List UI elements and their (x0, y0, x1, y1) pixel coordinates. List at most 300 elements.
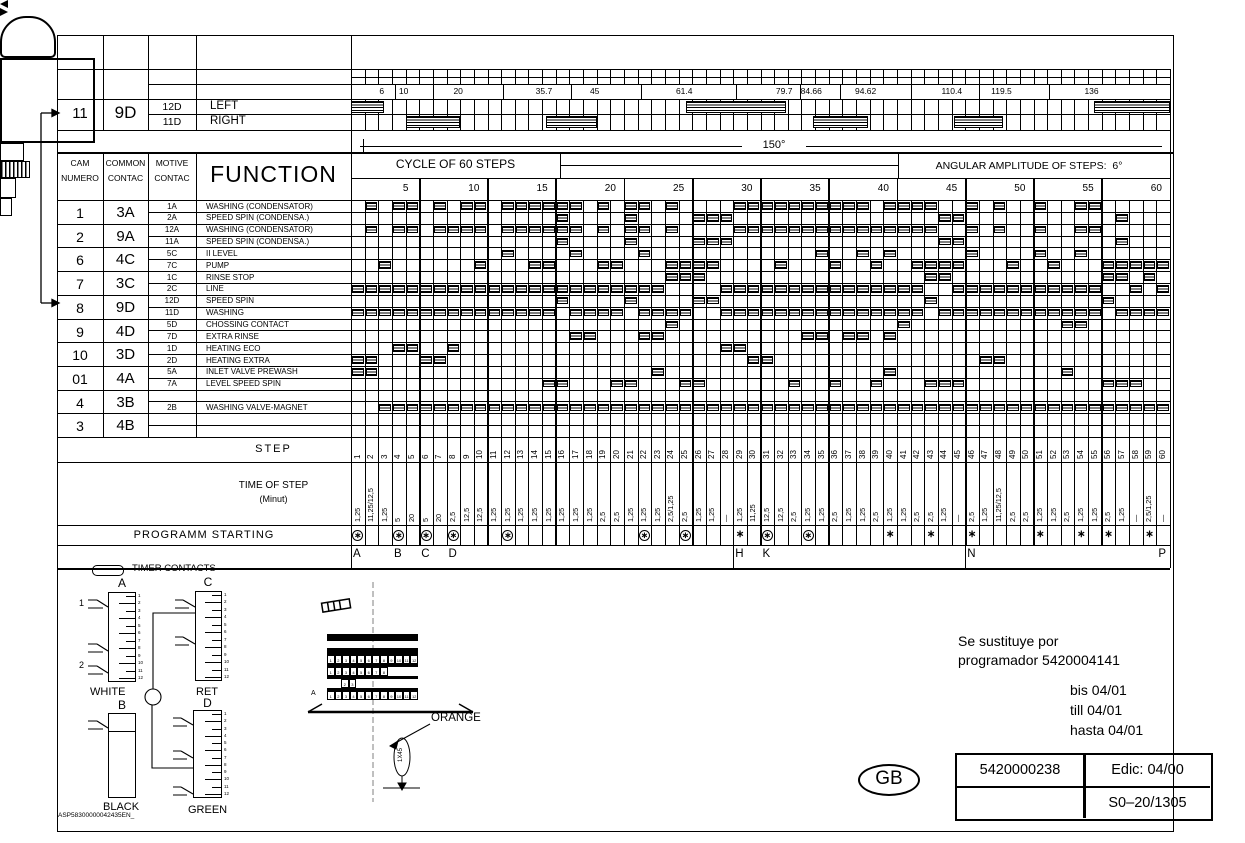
timing-bar (1035, 404, 1047, 412)
ruler-grid (911, 99, 912, 130)
ruler-grid (883, 99, 884, 130)
pin-number: 6 (224, 747, 227, 753)
topleft-motive-left: 12D (162, 101, 182, 113)
ruler-grid (1074, 99, 1075, 130)
timing-bar (639, 285, 651, 293)
ruler-tick (365, 69, 366, 84)
time-of-step: 2,5 (1007, 511, 1017, 522)
timing-bar (898, 309, 910, 317)
timing-bar (639, 332, 651, 340)
timing-bar (925, 261, 937, 269)
function-label: SPEED SPIN (206, 296, 255, 306)
step-number: 55 (1089, 449, 1099, 459)
ruler-tick (1034, 69, 1035, 84)
header-cam-line1: CAM (70, 158, 90, 168)
topleft-common: 9D (114, 103, 137, 122)
timing-bar (1157, 285, 1169, 293)
timing-bar (843, 309, 855, 317)
step-number: 21 (625, 449, 635, 459)
timing-bar (871, 261, 883, 269)
time-of-step: 11,25/12,5 (366, 487, 376, 522)
timing-bar (434, 226, 446, 234)
program-letter: B (393, 548, 402, 560)
time-of-step: 1,25 (639, 507, 649, 522)
timing-bar (912, 226, 924, 234)
step-number: 12 (502, 449, 512, 459)
step-number: 17 (570, 449, 580, 459)
timing-bar (1048, 404, 1060, 412)
timing-bar (448, 344, 460, 352)
ruler-tick (1047, 69, 1048, 84)
common-contact: 3A (116, 204, 135, 221)
timing-bar (857, 250, 869, 258)
header-common-line1: COMMON (105, 158, 146, 168)
pin-number: 12 (224, 674, 230, 679)
device-pin-cell: 11 (403, 655, 411, 664)
ruler-tick (774, 69, 775, 84)
timing-bar (1035, 226, 1047, 234)
step-number: 22 (639, 449, 649, 459)
timing-bar (802, 202, 814, 210)
cam-number: 3 (76, 418, 84, 435)
step-number: 49 (1007, 449, 1017, 459)
timing-bar (1007, 285, 1019, 293)
pin-number: 10 (224, 776, 230, 782)
step-number: 43 (925, 449, 935, 459)
timing-bar (898, 321, 910, 329)
time-of-step: 2,5/1,25 (666, 495, 676, 522)
step-number: 42 (912, 449, 922, 459)
timing-bar (1075, 202, 1087, 210)
pair-divider (57, 390, 1170, 391)
grid-line (57, 99, 1170, 100)
timing-bar (666, 261, 678, 269)
timing-bar (611, 261, 623, 269)
timing-bar (966, 404, 978, 412)
timing-bar (352, 368, 364, 376)
timing-bar (871, 309, 883, 317)
pin-number: 2 (138, 600, 141, 606)
program-start-mark: ∗ (926, 528, 936, 540)
pin-number: 8 (138, 645, 141, 651)
pin-number: 8 (224, 761, 227, 767)
timing-bar (939, 273, 951, 281)
ruler-tick (651, 69, 652, 84)
timing-bar (707, 238, 719, 246)
timing-bar (898, 404, 910, 412)
device-pin-cell: 8 (380, 667, 388, 676)
timing-bar (639, 250, 651, 258)
program-letter: D (448, 548, 457, 560)
amplitude-value: 6° (1112, 160, 1123, 172)
timing-bar (1157, 404, 1169, 412)
timing-bar (1007, 309, 1019, 317)
pin-stub (205, 617, 221, 618)
pin-number: 9 (138, 652, 141, 658)
device-pin-cell: 3 (342, 667, 350, 676)
timing-bar (925, 297, 937, 305)
timing-bar (680, 261, 692, 269)
pin-stub (212, 714, 221, 715)
timing-bar (966, 250, 978, 258)
timing-bar (1116, 309, 1128, 317)
pin-number: 10 (224, 659, 230, 665)
ruler-tick (870, 69, 871, 84)
timing-bar (489, 404, 501, 412)
timing-bar (1116, 261, 1128, 269)
timing-bar (816, 404, 828, 412)
ruler-tick (965, 69, 966, 84)
device-pin-cell: 3 (342, 655, 350, 664)
timing-bar (652, 285, 664, 293)
dim-arrow-right (0, 8, 8, 16)
timing-bar (734, 309, 746, 317)
ruler-tick (610, 69, 611, 84)
ruler-grid (1088, 99, 1089, 130)
timing-bar (980, 309, 992, 317)
timing-bar (1075, 321, 1087, 329)
function-label: WASHING VALVE-MAGNET (206, 402, 308, 412)
timing-bar (1062, 321, 1074, 329)
step-number: 46 (966, 449, 976, 459)
time-of-step: 12,5 (475, 507, 485, 522)
motive-contact: 7D (166, 331, 178, 341)
program-start-mark: ∗ (1145, 528, 1154, 540)
cam-number: 1 (76, 205, 84, 221)
dim-tick (363, 139, 364, 153)
timing-bar (884, 250, 896, 258)
timing-bar (529, 309, 541, 317)
timing-bar (420, 356, 432, 364)
terminal-2-label: 2 (79, 660, 85, 670)
pin-number: 11 (138, 667, 143, 673)
timing-bar (857, 202, 869, 210)
motive-contact: 2A (167, 213, 177, 223)
ruler-tick (501, 69, 502, 84)
time-of-step: 11,25 (748, 503, 758, 522)
step-number: 38 (857, 449, 867, 459)
connector-b (108, 713, 136, 798)
ruler-degree-label: 110.4 (941, 86, 963, 96)
topleft-dir-right: RIGHT (210, 115, 246, 127)
time-of-step: 20 (434, 513, 444, 522)
function-label: CHOSSING CONTACT (206, 320, 289, 329)
ruler-tick (1115, 69, 1116, 84)
timing-bar (1075, 309, 1087, 317)
ruler-tick (1102, 69, 1103, 84)
device-pin-cell: 8 (380, 691, 388, 700)
timing-bar (1103, 380, 1115, 388)
title-code: S0–20/1305 (1108, 795, 1187, 811)
connector-a-color: WHITE (90, 686, 126, 698)
timing-bar (802, 332, 814, 340)
ruler-tick (788, 69, 789, 84)
timing-bar (884, 368, 896, 376)
ruler-degree-label: 61.4 (675, 86, 693, 96)
device-pin-cell: 3 (349, 679, 357, 688)
time-of-step: 1,25 (652, 507, 662, 522)
pin-stub (212, 743, 221, 744)
time-of-step: 1,25 (1116, 507, 1126, 522)
timing-bar (557, 380, 569, 388)
timing-bar (1116, 404, 1128, 412)
timing-bar (775, 261, 787, 269)
timing-bar (379, 285, 391, 293)
common-contact: 3C (115, 275, 136, 293)
timing-bar (925, 404, 937, 412)
step-number: 30 (748, 449, 758, 459)
timing-bar (352, 285, 364, 293)
timing-bar (461, 285, 473, 293)
timing-bar (994, 404, 1006, 412)
timing-bar (557, 297, 569, 305)
pin-number: 1 (138, 593, 141, 598)
timing-bar (611, 404, 623, 412)
timing-bar (912, 285, 924, 293)
time-of-step: 2,5 (912, 511, 922, 522)
timing-bar (762, 226, 774, 234)
scale-number: 30 (741, 183, 753, 194)
timing-bar (898, 226, 910, 234)
time-of-step: 1,25 (557, 507, 567, 522)
timing-bar (420, 404, 432, 412)
timing-bar (775, 404, 787, 412)
time-of-step: 2,5 (1062, 511, 1072, 522)
step-number: 27 (707, 449, 717, 459)
timing-bar (721, 238, 733, 246)
pin-number: 6 (224, 629, 227, 635)
timing-bar (871, 404, 883, 412)
function-label: PUMP (206, 260, 230, 270)
time-of-step: 1,25 (352, 507, 362, 522)
ruler-grid (392, 99, 393, 130)
step-number: 47 (980, 449, 990, 459)
time-of-step: 2,5/1,25 (1144, 495, 1154, 522)
step-number: 9 (461, 454, 471, 459)
ruler-tick (815, 69, 816, 84)
pin-stub (212, 655, 221, 656)
ruler-tick (542, 69, 543, 84)
pin-stub (205, 662, 221, 663)
device-pin-cell: 2 (341, 679, 349, 688)
scale-number: 55 (1082, 183, 1094, 194)
timing-bar (516, 202, 528, 210)
pin-number: 3 (224, 606, 227, 612)
timing-bar (652, 368, 664, 376)
timing-bar (366, 368, 378, 376)
timing-bar (652, 404, 664, 412)
ruler-label-divider (433, 84, 434, 99)
common-contact: 3D (115, 346, 136, 364)
program-letter: N (967, 548, 976, 560)
timing-bar (721, 404, 733, 412)
step-number: 31 (762, 449, 771, 459)
grid-line (560, 152, 561, 178)
ruler-tick (1074, 69, 1075, 84)
ruler-tick (556, 69, 557, 84)
ruler-grid (1020, 99, 1021, 130)
ruler-tick (1061, 69, 1062, 84)
pin-stub (119, 678, 135, 679)
function-label: WASHING (CONDENSATOR) (206, 201, 313, 211)
device-band (327, 648, 418, 655)
timing-bar (489, 309, 501, 317)
timing-bar (830, 226, 842, 234)
timing-bar (639, 404, 651, 412)
timing-bar (543, 404, 555, 412)
function-label: LEVEL SPEED SPIN (206, 379, 281, 389)
pin-stub (212, 640, 221, 641)
function-label: WASHING (206, 308, 244, 318)
motive-contact: 12D (164, 296, 180, 306)
device-pin-cell: 4 (350, 667, 358, 676)
device-pin-cell: 10 (395, 655, 403, 664)
timing-bar (830, 380, 842, 388)
ruler-tick (993, 69, 994, 84)
device-pin-cell: 6 (365, 691, 373, 700)
common-contact: 9A (116, 227, 135, 245)
ruler-tick (665, 69, 666, 84)
timing-bar (1130, 404, 1142, 412)
step-number: 1 (352, 454, 362, 459)
pin-number: 7 (224, 754, 227, 760)
step-number: 28 (721, 449, 731, 459)
pin-stub (126, 641, 135, 642)
step-number: 10 (475, 449, 485, 459)
timing-bar (1130, 261, 1142, 269)
timing-bar (420, 285, 432, 293)
letters-divider (733, 545, 734, 568)
grid-line (560, 165, 898, 166)
program-start-mark: ∗ (1036, 528, 1045, 540)
timing-bar (857, 332, 869, 340)
ruler-grid (801, 99, 802, 130)
pin-stub (119, 618, 135, 619)
timing-bar (666, 202, 678, 210)
device-pin-cell: 3 (342, 691, 350, 700)
time-of-step: 20 (407, 513, 417, 522)
step-row-label: STEP (255, 443, 292, 455)
timing-bar (529, 285, 541, 293)
timing-bar (543, 380, 555, 388)
program-letter: A (353, 548, 361, 560)
timing-bar (666, 404, 678, 412)
step-number: 37 (843, 449, 853, 459)
time-of-step: — (721, 514, 731, 522)
timing-bar (939, 309, 951, 317)
timing-bar (502, 285, 514, 293)
program-start-mark: ∗ (449, 529, 457, 540)
header-amplitude (898, 160, 1160, 172)
timing-bar (584, 285, 596, 293)
time-of-step: 1,25 (802, 507, 812, 522)
function-label: WASHING (CONDENSATOR) (206, 225, 313, 235)
timing-bar (966, 285, 978, 293)
time-of-step: 1,25 (707, 507, 717, 522)
topleft-col (196, 35, 197, 130)
step-number: 8 (448, 454, 458, 459)
timing-bar (680, 273, 692, 281)
timing-bar (721, 309, 733, 317)
timing-bar (529, 202, 541, 210)
step-number: 18 (584, 449, 594, 459)
step-number: 58 (1130, 449, 1140, 459)
note-line2: programador 5420004141 (958, 652, 1120, 668)
note-date1: bis 04/01 (1070, 682, 1127, 698)
timing-bar (489, 285, 501, 293)
topleft-motive-right: 11D (162, 116, 182, 128)
timing-bar (789, 226, 801, 234)
timing-bar (898, 285, 910, 293)
timing-bar (1048, 309, 1060, 317)
topleft-dir-left: LEFT (210, 100, 239, 112)
timing-bar (598, 404, 610, 412)
program-start-mark: ∗ (804, 529, 812, 540)
ruler-tick (419, 69, 420, 84)
time-of-step: 1,25 (379, 507, 389, 522)
ruler-grid (610, 99, 611, 130)
timing-bar (1089, 226, 1101, 234)
time-of-step: 1,25 (516, 507, 526, 522)
timing-bar (1007, 261, 1019, 269)
timing-bar (448, 226, 460, 234)
timing-bar (475, 202, 487, 210)
timing-bar (1075, 226, 1087, 234)
note-date2: till 04/01 (1070, 702, 1123, 718)
pin-number: 6 (138, 630, 141, 636)
timing-bar (1089, 309, 1101, 317)
timing-bar (1021, 285, 1033, 293)
pin-stub (212, 787, 221, 788)
step-number: 36 (830, 449, 840, 459)
motive-contact: 5D (166, 320, 178, 329)
timing-bar (953, 238, 965, 246)
ruler-tick (733, 69, 734, 84)
device-pin-cell: 1 (327, 667, 335, 676)
ruler-tick (924, 69, 925, 84)
ruler-dimension-label: 150° (742, 139, 806, 151)
ruler-tick (897, 69, 898, 84)
note-line1: Se sustituye por (958, 633, 1059, 649)
timing-bar (1035, 202, 1047, 210)
timing-bar (393, 404, 405, 412)
ruler-grid (1006, 99, 1007, 130)
timing-bar (475, 261, 487, 269)
topleft-col (103, 35, 104, 130)
step-number: 50 (1021, 449, 1031, 459)
timing-bar (516, 226, 528, 234)
time-of-step: 2,5 (830, 511, 840, 522)
pin-number: 2 (224, 599, 227, 605)
timing-bar (884, 404, 896, 412)
timing-bar (830, 285, 842, 293)
timing-bar (1103, 273, 1115, 281)
timing-bar (816, 202, 828, 210)
time-of-step: 2,5 (598, 511, 608, 522)
time-of-step: 5 (420, 517, 430, 522)
timing-bar (1144, 261, 1156, 269)
motive-contact: 2C (166, 284, 178, 294)
timing-bar (953, 261, 965, 269)
timing-bar (734, 202, 746, 210)
step-number: 6 (420, 454, 430, 459)
ruler-tick (952, 69, 953, 84)
timing-bar (1116, 380, 1128, 388)
pin-number: 12 (224, 791, 230, 796)
pin-number: 5 (224, 621, 227, 627)
function-label: LINE (206, 284, 224, 294)
ruler-tick (460, 69, 461, 84)
